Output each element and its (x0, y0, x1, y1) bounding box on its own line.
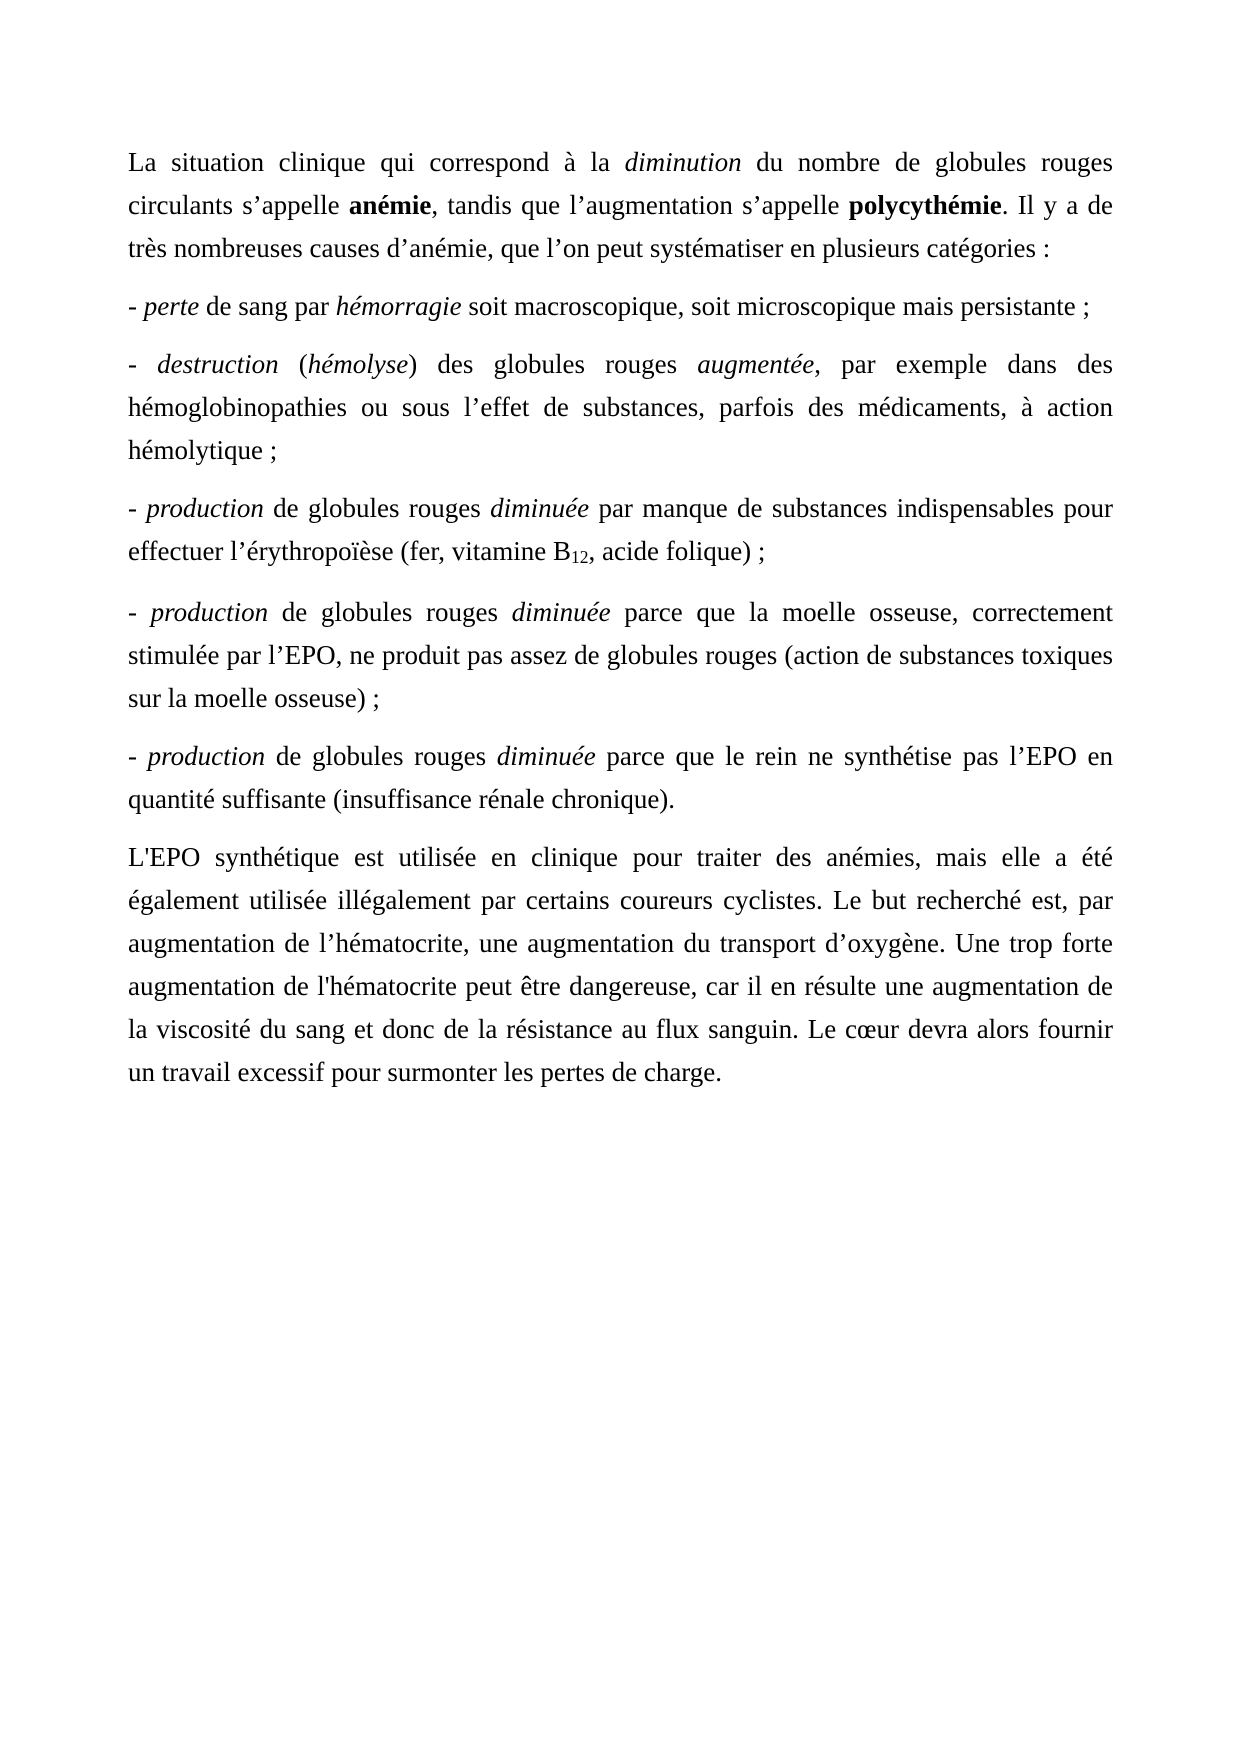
text-run: , tandis que l’augmentation s’appelle (431, 190, 849, 220)
text-run: - (128, 349, 158, 379)
text-run: de globules rouges (263, 493, 491, 523)
text-run: de globules rouges (268, 597, 512, 627)
text-run: destruction (157, 349, 279, 379)
text-run: anémie (348, 190, 432, 220)
text-run: . Il y a de très nombreuses causes d’anémie, que l’on peut systématiser en plusieurs catégories : (128, 190, 1113, 263)
text-run: - (128, 741, 148, 771)
text-run: hémolyse (307, 349, 409, 379)
paragraph (128, 285, 1113, 328)
text-run: par manque de substances indispensables pour effectuer l’érythropoïèse (fer, vitamine B (128, 493, 1113, 566)
text-run: perte (143, 291, 200, 321)
paragraph (128, 591, 1113, 720)
text-run: diminuée (511, 597, 611, 627)
text-run: polycythémie (848, 190, 1002, 220)
text-run: hémorragie (335, 291, 462, 321)
text-run: ) des globules rouges (408, 349, 698, 379)
text-run: - (128, 597, 151, 627)
text-run: ( (278, 349, 308, 379)
text-run: , acide folique) ; (588, 536, 766, 566)
text-run: production (147, 741, 266, 771)
text-run: L'EPO synthétique est utilisée en clinique pour traiter des anémies, mais elle a été également utilisée illégalement par certains coureurs cyclistes. Le but recherché est, par augmentation de l’hématocrite, une augmentation du transport d’oxygène. Une trop forte augmentation de l'hématocrite peut être dangereuse, car il en résulte une augmentation de la viscosité du sang et donc de la résistance au flux sanguin. Le cœur devra alors fournir un travail excessif pour surmonter les pertes de charge. (128, 842, 1113, 1087)
paragraph (128, 836, 1113, 1094)
text-run: production (150, 597, 269, 627)
text-run: production (146, 493, 264, 523)
text-run: du nombre de globules rouges circulants s’appelle (128, 147, 1114, 220)
text-run: de sang par (199, 291, 336, 321)
text-run: diminuée (496, 741, 596, 771)
text-run: - (128, 493, 147, 523)
text-run: - (128, 291, 144, 321)
text-run: , par exemple dans des hémoglobinopathies ou sous l’effet de substances, parfois des médicaments, à action hémolytique ; (128, 349, 1113, 465)
subscript-run: 12 (570, 547, 589, 568)
text-run: soit macroscopique, soit microscopique mais persistante ; (461, 291, 1091, 321)
text-run: de globules rouges (265, 741, 497, 771)
text-run: augmentée (697, 349, 815, 379)
text-run: parce que le rein ne synthétise pas l’EPO en quantité suffisante (insuffisance rénale chronique). (128, 741, 1113, 814)
paragraph (128, 343, 1113, 472)
text-run: diminuée (490, 493, 590, 523)
paragraph (128, 141, 1113, 270)
paragraph (128, 487, 1113, 576)
text-run: La situation clinique qui correspond à la (128, 147, 625, 177)
text-run: diminution (624, 147, 742, 177)
text-run: parce que la moelle osseuse, correctement stimulée par l’EPO, ne produit pas assez de globules rouges (action de substances toxiques sur la moelle osseuse) ; (128, 597, 1113, 713)
paragraph (128, 735, 1113, 821)
document-body (128, 141, 1113, 1094)
